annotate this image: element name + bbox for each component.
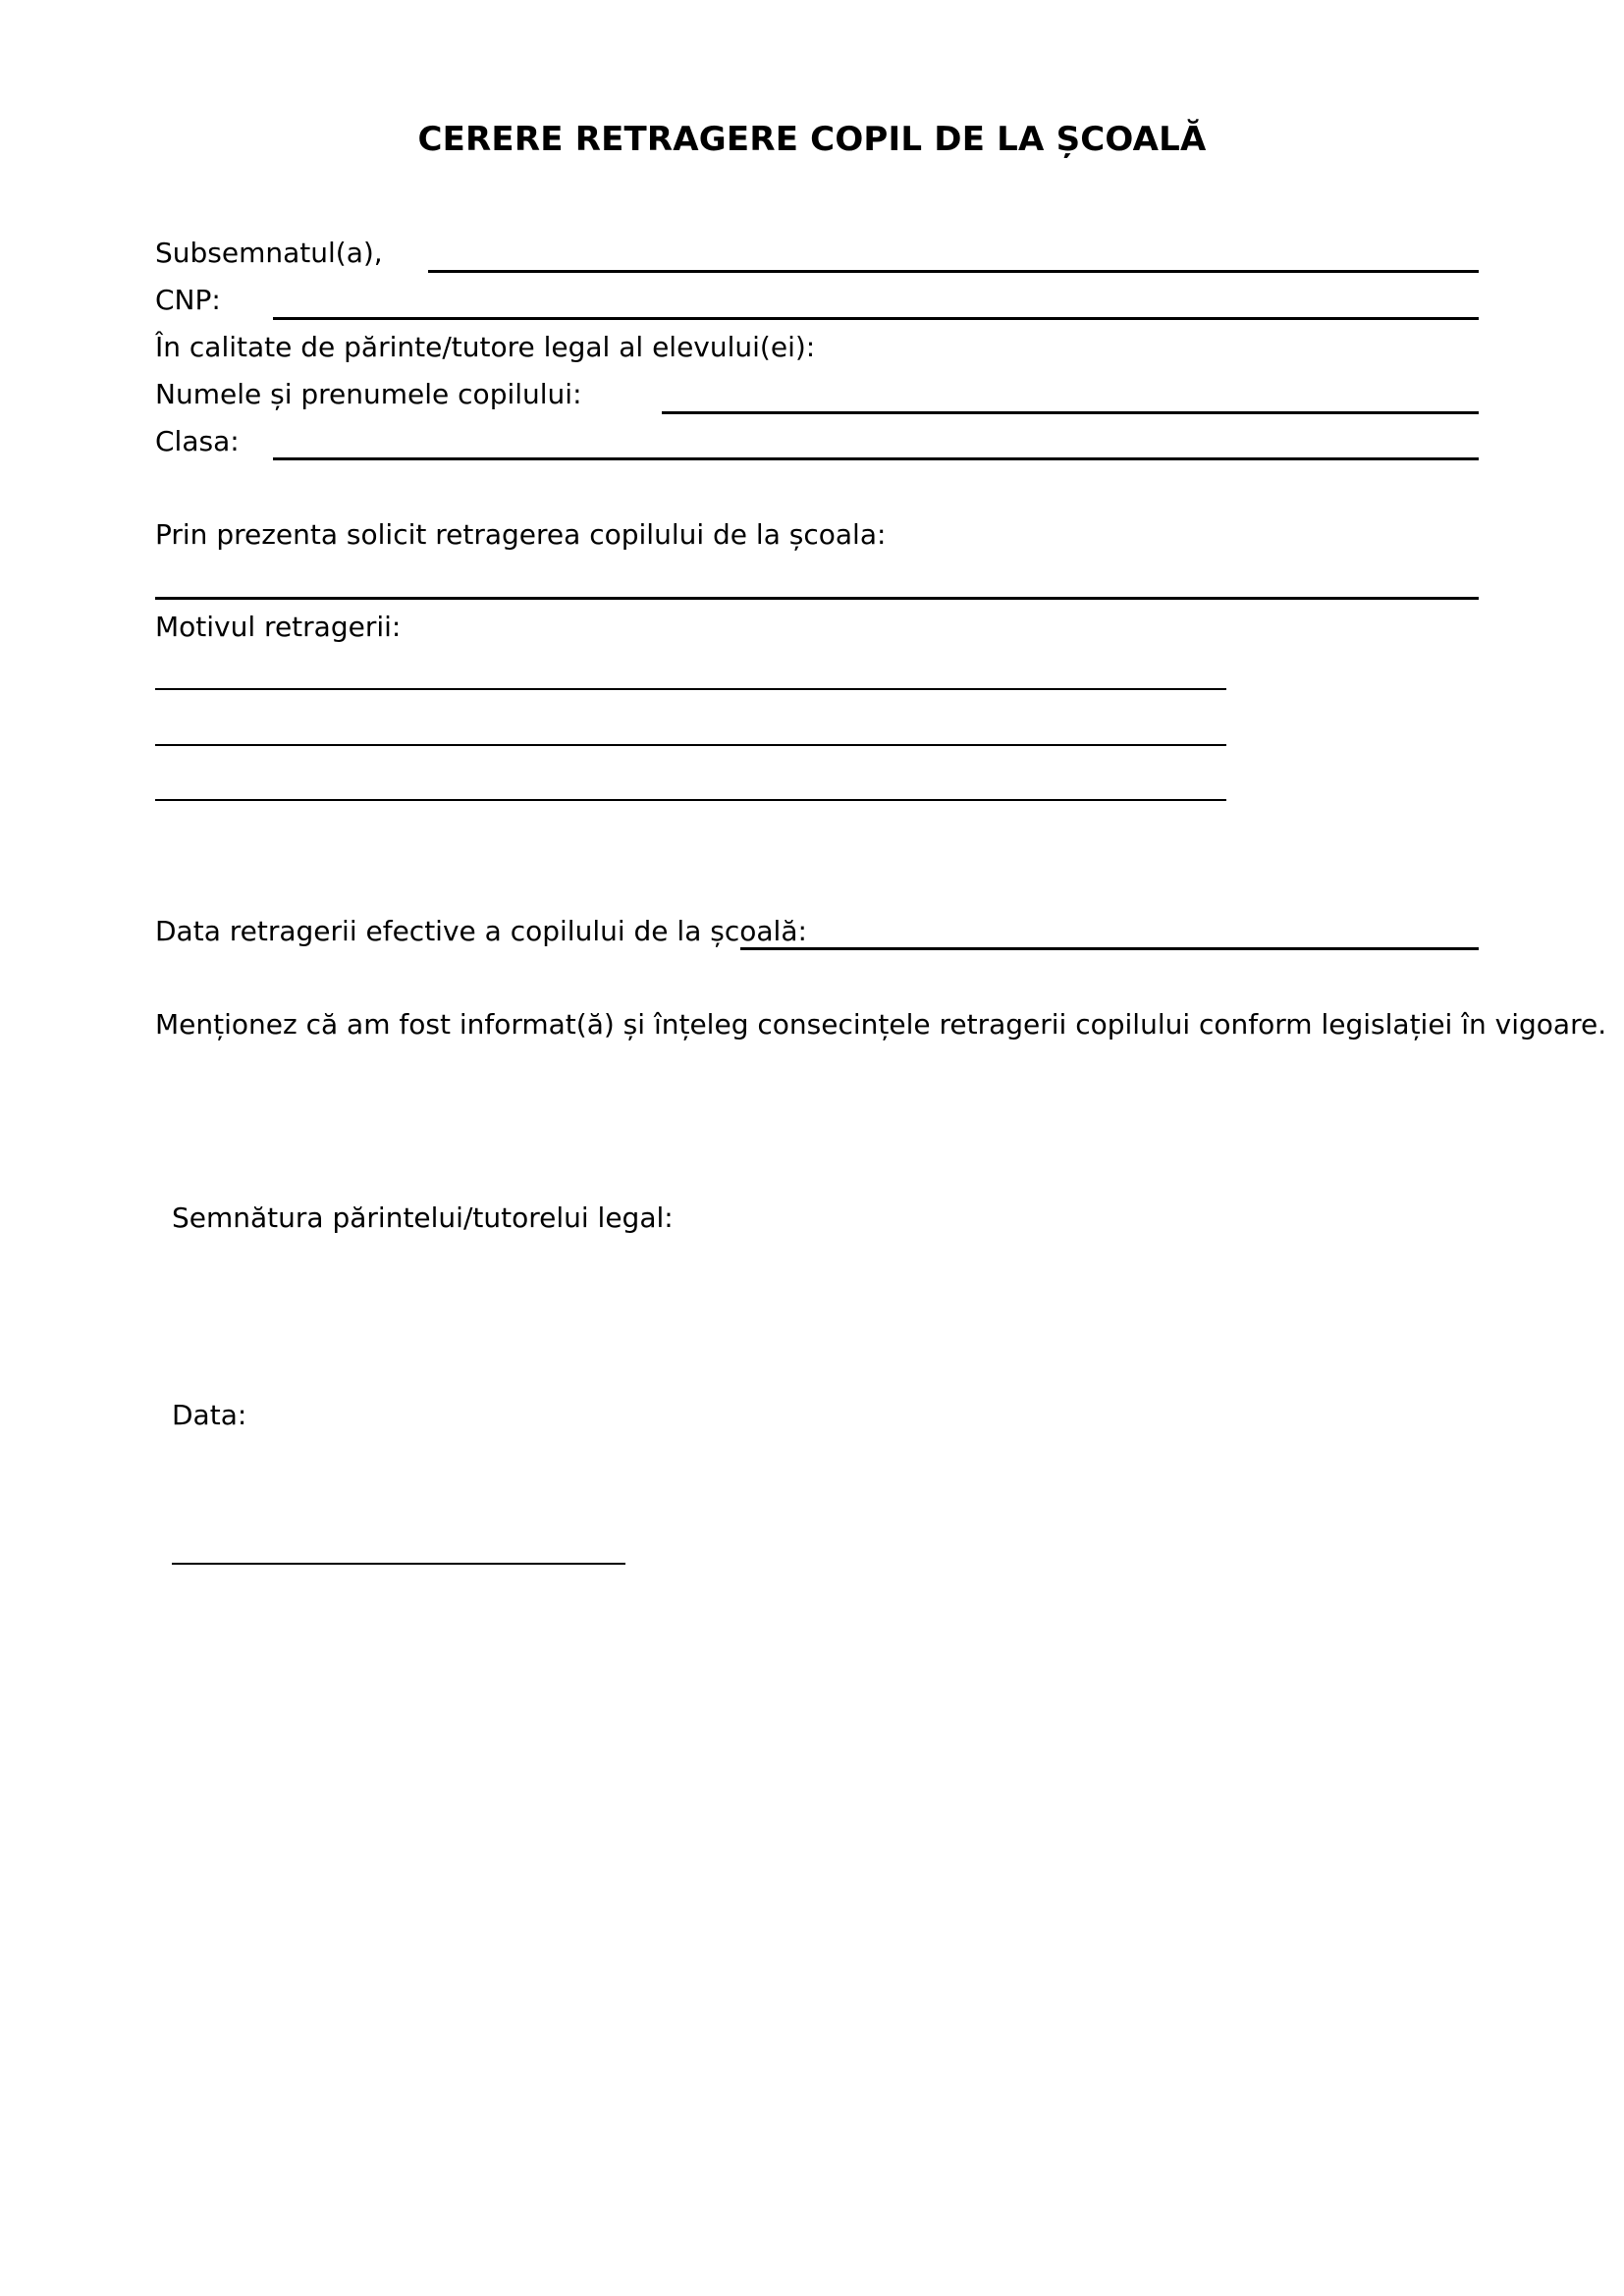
motiv-label: Motivul retragerii:: [155, 611, 402, 643]
clasa-input-line[interactable]: [273, 457, 1479, 460]
cnp-input-line[interactable]: [273, 317, 1479, 320]
clasa-label: Clasa:: [155, 425, 240, 457]
nume-copil-input-line[interactable]: [662, 411, 1479, 414]
subsemnatul-input-line[interactable]: [428, 270, 1479, 273]
motiv-input-line-3[interactable]: [155, 799, 1226, 801]
signature-input-line[interactable]: [172, 1563, 625, 1565]
document-title: CERERE RETRAGERE COPIL DE LA ȘCOALĂ: [417, 120, 1207, 159]
nume-copil-label: Numele și prenumele copilului:: [155, 378, 582, 410]
request-text: Prin prezenta solicit retragerea copilului de la școala:: [155, 518, 887, 551]
data-label: Data:: [172, 1399, 247, 1431]
scoala-input-line[interactable]: [155, 597, 1479, 600]
subsemnatul-label: Subsemnatul(a),: [155, 237, 383, 269]
motiv-input-line-2[interactable]: [155, 744, 1226, 746]
semnatura-label: Semnătura părintelui/tutorelui legal:: [172, 1201, 674, 1234]
calitate-label: În calitate de părinte/tutore legal al elevului(ei):: [155, 331, 816, 363]
cnp-label: CNP:: [155, 284, 221, 316]
data-retragerii-label: Data retragerii efective a copilului de la școală:: [155, 915, 807, 947]
motiv-input-line-1[interactable]: [155, 688, 1226, 690]
data-retragerii-input-line[interactable]: [740, 947, 1479, 950]
mention-text: Menționez că am fost informat(ă) și înțeleg consecințele retragerii copilului conform legislației în vigoare.: [155, 1008, 1607, 1041]
